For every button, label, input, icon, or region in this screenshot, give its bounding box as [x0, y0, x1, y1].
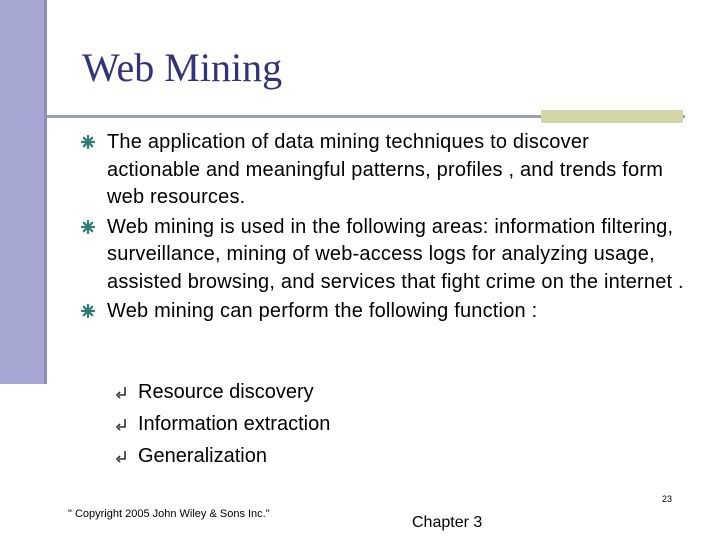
slide-title: Web Mining — [82, 45, 283, 90]
arrow-bullet-icon — [116, 418, 128, 432]
sub-bullet-item — [116, 408, 330, 440]
sub-bullet-item — [116, 440, 330, 472]
arrow-bullet-icon — [116, 386, 128, 400]
sub-bullet-text: Resource discovery — [138, 381, 314, 403]
bullet-item — [85, 129, 685, 212]
bullet-text: The application of data mining techniques to discover actionable and meaningful patterns, profiles , and trends form web resources. — [107, 131, 664, 208]
asterisk-bullet-icon — [81, 135, 95, 149]
sub-bullet-text: Information extraction — [138, 413, 331, 435]
copyright-footer: " Copyright 2005 John Wiley & Sons Inc." — [68, 508, 270, 520]
bullet-item — [85, 214, 685, 297]
page-number: 23 — [661, 494, 672, 504]
asterisk-bullet-icon — [81, 220, 95, 234]
bullet-text: Web mining can perform the following function : — [107, 300, 538, 322]
bullet-item — [85, 298, 685, 326]
bullet-text: Web mining is used in the following areas: information filtering, surveillance, mining of web-access logs for analyzing usage, assisted browsing, and services that fight crime on the internet . — [107, 215, 684, 293]
left-bar-edge — [44, 0, 47, 384]
accent-block — [541, 110, 683, 123]
asterisk-bullet-icon — [81, 304, 95, 318]
arrow-bullet-icon — [116, 450, 128, 464]
sub-bullet-list — [116, 376, 330, 472]
chapter-footer: Chapter 3 — [412, 514, 483, 531]
main-bullet-list — [85, 129, 685, 328]
sub-bullet-item — [116, 376, 330, 408]
left-decorative-bar — [0, 0, 47, 384]
sub-bullet-text: Generalization — [138, 445, 267, 467]
